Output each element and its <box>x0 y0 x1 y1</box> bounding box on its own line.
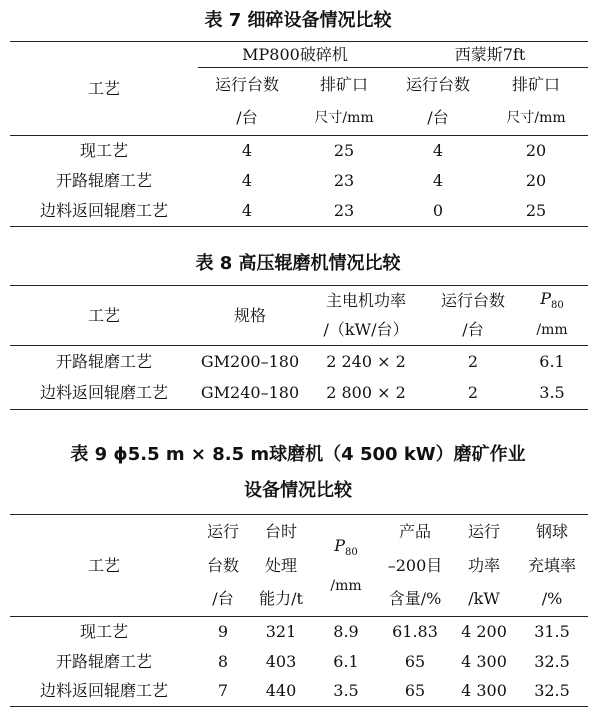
table-row <box>10 617 588 647</box>
t8-cell: 2 800 × 2 <box>302 378 430 410</box>
t8-cell: 2 240 × 2 <box>326 351 406 371</box>
table7 <box>10 41 588 227</box>
t9-header-capacity: 台时 <box>248 515 314 549</box>
t9-cell-process: 边料返回辊磨工艺 <box>10 677 198 707</box>
t9-header-fill: /% <box>516 583 588 617</box>
t9-header-capacity: 能力/t <box>248 583 314 617</box>
table9 <box>10 514 588 707</box>
t7-header-size-unit: 尺寸/mm <box>296 102 392 136</box>
t7-header-size-unit: 尺寸/mm <box>484 102 588 136</box>
t7-cell: 25 <box>484 196 588 227</box>
t9-cell: 440 <box>248 677 314 707</box>
t9-header-units: 运行 <box>198 515 248 549</box>
t7-header-units-unit: /台 <box>392 102 484 136</box>
t7-cell: 23 <box>296 196 392 227</box>
t9-cell-process: 现工艺 <box>79 621 128 641</box>
t9-cell: 65 <box>378 677 452 707</box>
t7-header-process: 工艺 <box>10 42 198 136</box>
t8-header-process: 工艺 <box>10 286 198 346</box>
table-row <box>10 378 588 410</box>
t9-header-product: 含量/% <box>378 583 452 617</box>
table-row <box>10 677 588 707</box>
t9-header-units: /台 <box>198 583 248 617</box>
t8-cell: 6.1 <box>539 351 565 371</box>
t7-header-mp800: MP800破碎机 <box>198 42 392 68</box>
t7-header-units: 运行台数 <box>214 74 279 94</box>
table7-caption: 表 7 细碎设备情况比较 <box>204 10 392 31</box>
t9-cell: 3.5 <box>314 677 378 707</box>
t8-cell: 2 <box>467 351 479 371</box>
table8 <box>10 285 588 410</box>
t7-cell: 0 <box>392 196 484 227</box>
table-row <box>10 166 588 196</box>
t9-cell: 321 <box>265 621 297 641</box>
t9-header-fill: 充填率 <box>527 555 576 575</box>
t7-cell: 4 <box>432 170 444 190</box>
t9-cell: 403 <box>265 651 297 671</box>
t8-cell-process: 边料返回辊磨工艺 <box>10 378 198 410</box>
t9-cell: 4 200 <box>461 621 507 641</box>
t7-cell: 4 <box>241 140 253 160</box>
t7-header-size: 排矿口 <box>319 74 368 94</box>
t7-header-size: 排矿口 <box>511 74 560 94</box>
t8-header-power-unit: /（kW/台） <box>302 316 430 346</box>
t8-header-p80: $P_{80}$ <box>516 286 588 316</box>
t7-header-units: 运行台数 <box>405 74 470 94</box>
t8-cell: GM240–180 <box>198 378 302 410</box>
t9-cell: 65 <box>404 651 426 671</box>
t8-header-p80-unit: /mm <box>516 316 588 346</box>
t9-cell: 7 <box>198 677 248 707</box>
t9-cell: 8 <box>217 651 229 671</box>
table8-caption: 表 8 高压辊磨机情况比较 <box>195 253 401 274</box>
t9-header-units: 台数 <box>206 555 239 575</box>
t9-cell: 61.83 <box>392 621 438 641</box>
t9-cell: 4 300 <box>452 677 516 707</box>
t8-cell-process: 开路辊磨工艺 <box>55 351 152 371</box>
t7-cell-process: 开路辊磨工艺 <box>55 170 152 190</box>
t8-header-power: 主电机功率 <box>302 286 430 316</box>
t8-header-units: 运行台数 <box>430 286 516 316</box>
t7-cell: 4 <box>241 170 253 190</box>
t9-cell: 32.5 <box>534 651 570 671</box>
t9-header-capacity: 处理 <box>264 555 297 575</box>
table9-caption-line1: 表 9 ϕ5.5 m × 8.5 m球磨机（4 500 kW）磨矿作业 <box>70 444 526 465</box>
t9-cell-process: 开路辊磨工艺 <box>55 651 152 671</box>
t9-header-fill: 钢球 <box>516 515 588 549</box>
t9-header-power: 功率 <box>467 555 500 575</box>
t9-cell: 8.9 <box>333 621 359 641</box>
table-row <box>10 346 588 378</box>
t9-header-product: 产品 <box>378 515 452 549</box>
t7-cell: 4 <box>432 140 444 160</box>
t7-cell-process: 现工艺 <box>79 140 128 160</box>
table9-caption-line2: 设备情况比较 <box>244 480 352 501</box>
t9-cell: 9 <box>217 621 229 641</box>
t8-cell: 2 <box>430 378 516 410</box>
t7-cell: 20 <box>525 170 547 190</box>
t7-cell-process: 边料返回辊磨工艺 <box>10 196 198 227</box>
t9-cell: 6.1 <box>333 651 359 671</box>
t8-cell: 3.5 <box>516 378 588 410</box>
t9-cell: 32.5 <box>516 677 588 707</box>
t9-cell: 4 300 <box>461 651 507 671</box>
t7-header-units-unit: /台 <box>198 102 296 136</box>
t8-header-spec: 规格 <box>198 286 302 346</box>
t8-header-units-unit: /台 <box>430 316 516 346</box>
t8-cell: GM200–180 <box>200 351 300 371</box>
t9-header-product: –200目 <box>387 555 443 575</box>
t9-header-power: /kW <box>452 583 516 617</box>
table-row <box>10 196 588 227</box>
table-row <box>10 647 588 677</box>
table-row <box>10 136 588 166</box>
t7-header-symons: 西蒙斯7ft <box>392 42 588 68</box>
t7-cell: 23 <box>333 170 355 190</box>
t7-cell: 4 <box>198 196 296 227</box>
t9-header-process: 工艺 <box>10 515 198 617</box>
t9-header-p80: $P_{80}$ /mm <box>314 515 378 617</box>
t7-cell: 20 <box>525 140 547 160</box>
t9-cell: 31.5 <box>534 621 570 641</box>
t9-header-power: 运行 <box>452 515 516 549</box>
t7-cell: 25 <box>333 140 355 160</box>
